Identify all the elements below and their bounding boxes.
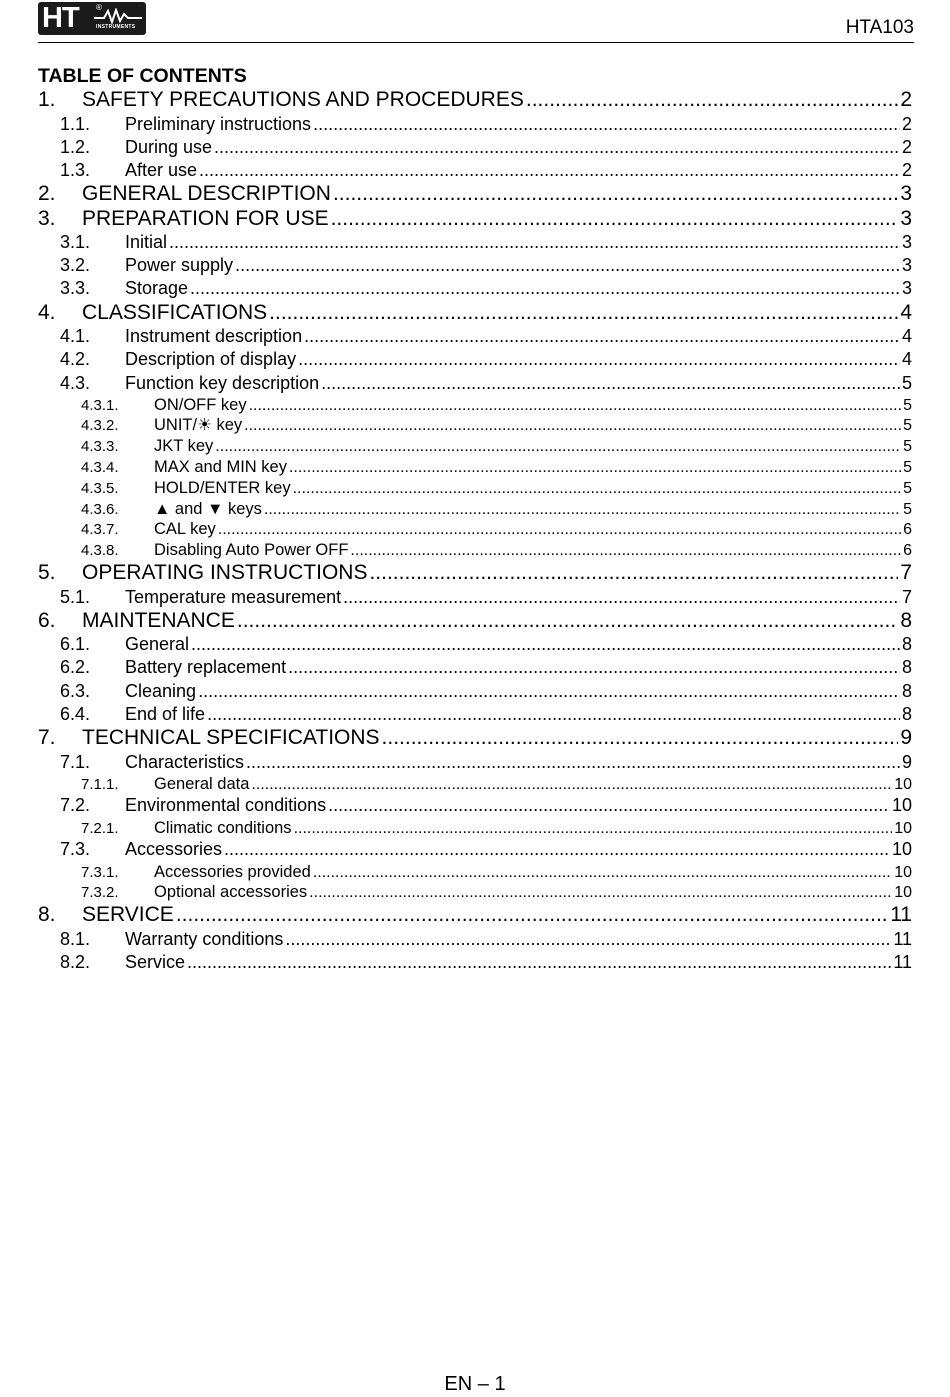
- dot-leader: [199, 159, 900, 181]
- toc-entry-page: 5: [903, 438, 912, 456]
- toc-entry-number: 6.2.: [60, 657, 91, 678]
- toc-entry-number: 4.3.1.: [81, 396, 119, 414]
- toc-entry-title: Climatic conditions: [154, 818, 292, 837]
- toc-entry[interactable]: [38, 633, 912, 656]
- dot-leader: [304, 325, 900, 347]
- toc-entry-page: 10: [894, 819, 912, 837]
- toc-entry-title: Optional accessories: [154, 883, 308, 902]
- toc-entry-title: CLASSIFICATIONS: [82, 300, 268, 324]
- toc-entry[interactable]: [38, 457, 912, 478]
- toc-entry-number: 4.2.: [60, 349, 91, 370]
- toc-entry-number: 2.: [38, 182, 56, 206]
- toc-entry-title: GENERAL DESCRIPTION: [82, 182, 331, 206]
- toc-entry-page: 6: [903, 521, 912, 539]
- toc-entry-page: 8: [901, 703, 912, 724]
- dot-leader: [244, 416, 901, 436]
- toc-entry[interactable]: [38, 113, 912, 136]
- toc-entry-page: 8: [901, 657, 912, 678]
- toc-entry-title: Storage: [125, 278, 189, 299]
- toc-entry-page: 5: [903, 479, 912, 497]
- dot-leader: [246, 751, 900, 773]
- dot-leader: [294, 819, 893, 839]
- dot-leader: [333, 182, 898, 206]
- toc-entry[interactable]: [38, 325, 912, 348]
- toc-entry-title: ▲ and ▼ keys: [154, 499, 262, 518]
- toc-entry-number: 3.3.: [60, 278, 91, 299]
- toc-entry[interactable]: [38, 862, 912, 883]
- dot-leader: [235, 254, 900, 276]
- dot-leader: [285, 928, 891, 950]
- toc-entry[interactable]: [38, 656, 912, 679]
- toc-entry-page: 10: [894, 884, 912, 902]
- toc-entry-number: 8.: [38, 903, 56, 927]
- dot-leader: [207, 703, 900, 725]
- toc-entry-number: 7.: [38, 726, 56, 749]
- toc-entry-title: Accessories provided: [154, 862, 311, 881]
- toc-entry-title: Temperature measurement: [125, 586, 342, 607]
- toc-entry-title: Cleaning: [125, 680, 197, 701]
- toc-entry[interactable]: [38, 882, 912, 903]
- toc-entry[interactable]: [38, 277, 912, 300]
- toc-entry[interactable]: [38, 818, 912, 839]
- waveform-icon: [94, 8, 142, 24]
- toc-entry[interactable]: [38, 586, 912, 609]
- toc-entry-page: 2: [901, 136, 912, 157]
- toc-entry-page: 7: [900, 561, 912, 585]
- toc-entry[interactable]: [38, 231, 912, 254]
- dot-leader: [343, 586, 900, 608]
- toc-entry-title: PREPARATION FOR USE: [82, 206, 329, 230]
- toc-entry-number: 4.1.: [60, 326, 91, 347]
- toc-title: TABLE OF CONTENTS: [38, 65, 247, 87]
- toc-entry[interactable]: [38, 182, 912, 207]
- toc-entry-page: 5: [903, 459, 912, 477]
- toc-entry-title: Battery replacement: [125, 657, 287, 678]
- logo-registered-mark: ®: [96, 3, 102, 12]
- toc-entry[interactable]: [38, 159, 912, 182]
- toc-entry[interactable]: [38, 680, 912, 703]
- toc-entry[interactable]: [38, 136, 912, 159]
- toc-entry-page: 10: [891, 839, 912, 860]
- toc-entry-page: 2: [900, 88, 912, 111]
- toc-entry-number: 7.1.: [60, 751, 91, 772]
- dot-leader: [190, 277, 900, 299]
- toc-entry-title: Warranty conditions: [125, 928, 284, 949]
- dot-leader: [369, 561, 898, 585]
- dot-leader: [187, 951, 891, 973]
- toc-entry[interactable]: [38, 794, 912, 817]
- logo-letters: HT: [42, 2, 79, 34]
- dot-leader: [169, 231, 900, 253]
- toc-entry-number: 6.1.: [60, 634, 91, 655]
- toc-entry-number: 4.3.4.: [81, 459, 119, 477]
- toc-entry-page: 10: [891, 795, 912, 816]
- dot-leader: [224, 838, 890, 860]
- toc-entry-number: 7.3.1.: [81, 863, 119, 881]
- toc-entry-number: 7.1.1.: [81, 775, 119, 793]
- dot-leader: [264, 500, 901, 520]
- ht-instruments-logo: [38, 2, 146, 35]
- toc-entry-page: 9: [900, 726, 912, 749]
- dot-leader: [331, 207, 899, 231]
- toc-entry-page: 8: [901, 634, 912, 655]
- dot-leader: [215, 437, 901, 457]
- toc-entry-number: 4.3.: [60, 372, 91, 393]
- toc-entry[interactable]: [38, 774, 912, 795]
- toc-entry[interactable]: [38, 838, 912, 861]
- toc-entry-number: 4.3.3.: [81, 438, 119, 456]
- toc-entry-page: 4: [901, 349, 912, 370]
- dot-leader: [313, 113, 900, 135]
- toc-entry-title: Function key description: [125, 372, 320, 393]
- toc-entry-page: 5: [903, 500, 912, 518]
- toc-entry[interactable]: [38, 561, 912, 586]
- toc-entry-page: 10: [894, 775, 912, 793]
- toc-entry-number: 5.: [38, 561, 56, 585]
- toc-entry-title: MAX and MIN key: [154, 458, 287, 477]
- toc-entry-number: 3.1.: [60, 232, 91, 253]
- toc-entry-page: 3: [900, 182, 912, 206]
- toc-entry-title: MAINTENANCE: [82, 608, 235, 632]
- toc-entry-page: 4: [900, 300, 912, 324]
- toc-entry-page: 11: [890, 903, 912, 927]
- toc-entry-title: After use: [125, 159, 198, 180]
- logo-subtitle: INSTRUMENTS: [96, 24, 136, 30]
- toc-entry-title: Initial: [125, 232, 168, 253]
- dot-leader: [176, 903, 888, 927]
- toc-entry-page: 7: [901, 586, 912, 607]
- dot-leader: [237, 609, 898, 633]
- toc-entry-title: Accessories: [125, 839, 223, 860]
- toc-entry[interactable]: [38, 751, 912, 774]
- toc-entry-page: 5: [901, 372, 912, 393]
- toc-entry-title: Service: [125, 951, 186, 972]
- toc-entry-number: 4.3.7.: [81, 521, 119, 539]
- toc-entry-title: ON/OFF key: [154, 395, 247, 414]
- toc-entry-title: UNIT/☀ key: [154, 416, 243, 435]
- model-number: HTA103: [845, 17, 914, 38]
- toc-entry[interactable]: [38, 609, 912, 634]
- dot-leader: [214, 136, 900, 158]
- toc-entry-page: 3: [901, 255, 912, 276]
- toc-entry-title: JKT key: [154, 437, 214, 456]
- toc-entry-number: 4.3.6.: [81, 500, 119, 518]
- dot-leader: [350, 541, 901, 561]
- toc-entry-number: 6.: [38, 608, 56, 632]
- toc-entry-number: 6.4.: [60, 703, 91, 724]
- toc-entry[interactable]: [38, 540, 912, 561]
- toc-entry-page: 5: [903, 396, 912, 414]
- dot-leader: [298, 348, 900, 370]
- table-of-contents: [38, 88, 912, 974]
- toc-entry-title: HOLD/ENTER key: [154, 478, 291, 497]
- toc-entry-number: 1.2.: [60, 136, 91, 157]
- toc-entry-number: 7.2.1.: [81, 819, 119, 837]
- toc-entry[interactable]: [38, 703, 912, 726]
- toc-entry-number: 4.: [38, 300, 56, 324]
- toc-entry[interactable]: [38, 903, 912, 928]
- dot-leader: [526, 88, 898, 112]
- toc-entry-page: 2: [901, 113, 912, 134]
- toc-entry[interactable]: [38, 951, 912, 974]
- toc-entry-page: 8: [900, 608, 912, 632]
- toc-entry[interactable]: [38, 348, 912, 371]
- toc-entry-page: 5: [903, 417, 912, 435]
- toc-entry[interactable]: [38, 415, 912, 436]
- dot-leader: [218, 520, 901, 540]
- toc-entry[interactable]: [38, 499, 912, 520]
- toc-entry-page: 6: [903, 542, 912, 560]
- toc-entry[interactable]: [38, 928, 912, 951]
- toc-entry-number: 5.1.: [60, 586, 91, 607]
- toc-entry-page: 4: [901, 326, 912, 347]
- page-header: [38, 0, 914, 43]
- toc-entry-title: OPERATING INSTRUCTIONS: [82, 561, 368, 585]
- toc-entry-title: General data: [154, 774, 250, 793]
- toc-entry-title: Disabling Auto Power OFF: [154, 541, 349, 560]
- toc-entry-number: 7.3.2.: [81, 884, 119, 902]
- toc-entry[interactable]: [38, 372, 912, 395]
- toc-entry-number: 4.3.5.: [81, 479, 119, 497]
- toc-entry-number: 1.: [38, 88, 56, 111]
- toc-entry-title: General: [125, 634, 190, 655]
- dot-leader: [313, 863, 892, 883]
- toc-entry-number: 4.3.2.: [81, 417, 119, 435]
- toc-entry-page: 3: [900, 206, 912, 230]
- toc-entry-number: 7.2.: [60, 795, 91, 816]
- toc-entry-number: 1.1.: [60, 113, 91, 134]
- toc-entry-title: End of life: [125, 703, 206, 724]
- toc-entry-number: 6.3.: [60, 680, 91, 701]
- toc-entry[interactable]: [38, 726, 912, 751]
- dot-leader: [382, 726, 899, 750]
- toc-entry-number: 3.2.: [60, 255, 91, 276]
- toc-entry-title: During use: [125, 136, 213, 157]
- toc-entry-title: TECHNICAL SPECIFICATIONS: [82, 726, 380, 749]
- toc-entry[interactable]: [38, 519, 912, 540]
- toc-entry-number: 7.3.: [60, 839, 91, 860]
- toc-entry[interactable]: [38, 436, 912, 457]
- toc-entry-title: CAL key: [154, 520, 216, 539]
- toc-entry-title: SAFETY PRECAUTIONS AND PROCEDURES: [82, 88, 524, 111]
- toc-entry-page: 11: [893, 951, 912, 972]
- toc-entry-page: 2: [901, 159, 912, 180]
- dot-leader: [288, 656, 900, 678]
- toc-entry-title: Instrument description: [125, 326, 303, 347]
- toc-entry-title: Description of display: [125, 349, 297, 370]
- toc-entry-title: SERVICE: [82, 903, 174, 927]
- toc-entry[interactable]: [38, 395, 912, 416]
- toc-entry[interactable]: [38, 207, 912, 232]
- toc-entry-title: Preliminary instructions: [125, 113, 312, 134]
- dot-leader: [293, 479, 901, 499]
- toc-entry[interactable]: [38, 478, 912, 499]
- toc-entry-title: Characteristics: [125, 751, 245, 772]
- dot-leader: [321, 372, 900, 394]
- toc-entry-number: 4.3.8.: [81, 542, 119, 560]
- toc-entry-number: 8.2.: [60, 951, 91, 972]
- dot-leader: [249, 396, 902, 416]
- page-number: EN – 1: [444, 1373, 506, 1395]
- toc-entry[interactable]: [38, 254, 912, 277]
- toc-entry[interactable]: [38, 88, 912, 113]
- dot-leader: [289, 458, 901, 478]
- dot-leader: [328, 794, 890, 816]
- toc-entry-title: Power supply: [125, 255, 234, 276]
- toc-entry-number: 1.3.: [60, 159, 91, 180]
- toc-entry[interactable]: [38, 301, 912, 326]
- toc-entry-title: Environmental conditions: [125, 795, 327, 816]
- toc-entry-page: 8: [901, 680, 912, 701]
- toc-entry-number: 3.: [38, 206, 56, 230]
- dot-leader: [269, 301, 898, 325]
- toc-entry-number: 8.1.: [60, 928, 91, 949]
- dot-leader: [309, 883, 892, 903]
- toc-entry-page: 3: [901, 232, 912, 253]
- dot-leader: [251, 775, 892, 795]
- toc-entry-page: 3: [901, 278, 912, 299]
- dot-leader: [191, 633, 900, 655]
- toc-entry-page: 10: [894, 863, 912, 881]
- dot-leader: [198, 680, 900, 702]
- toc-entry-page: 11: [893, 928, 912, 949]
- toc-entry-page: 9: [901, 751, 912, 772]
